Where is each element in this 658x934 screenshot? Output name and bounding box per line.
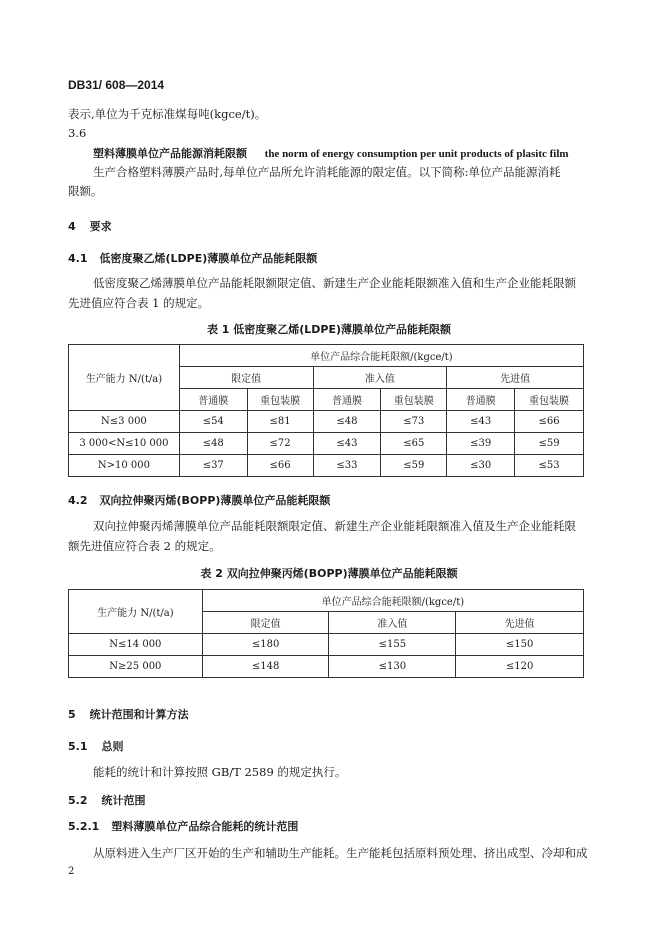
table-1-value-cell: ≤43 bbox=[313, 433, 381, 455]
section-5-2-1-number: 5.2.1 bbox=[68, 820, 100, 833]
table-2-access-header: 准入值 bbox=[329, 612, 456, 634]
section-4-2-number: 4.2 bbox=[68, 494, 88, 507]
intro-line: 表示,单位为千克标准煤每吨(kgce/t)。 bbox=[68, 107, 267, 121]
section-5-title: 统计范围和计算方法 bbox=[89, 708, 189, 721]
section-4-2-title: 双向拉伸聚丙烯(BOPP)薄膜单位产品能耗限额 bbox=[99, 494, 331, 507]
table-1-film-type: 普通膜 bbox=[179, 389, 247, 411]
table-1-film-type: 普通膜 bbox=[447, 389, 515, 411]
table-1-caption: 表 1 低密度聚乙烯(LDPE)薄膜单位产品能耗限额 bbox=[206, 323, 452, 336]
table-2-limit-header: 限定值 bbox=[202, 612, 329, 634]
table-1-value-cell: ≤66 bbox=[515, 411, 584, 433]
section-5-1-title: 总则 bbox=[101, 740, 124, 753]
table-1-limit-header: 限定值 bbox=[179, 367, 313, 389]
table-1-capacity-cell: N>10 000 bbox=[69, 455, 180, 477]
table-1-advanced-header: 先进值 bbox=[447, 367, 584, 389]
table-1-value-cell: ≤65 bbox=[381, 433, 447, 455]
table-2-value-cell: ≤150 bbox=[456, 634, 584, 656]
section-4-1-heading bbox=[68, 250, 317, 266]
section-5-number: 5 bbox=[68, 708, 76, 721]
table-1-value-cell: ≤48 bbox=[313, 411, 381, 433]
table-1-value-cell: ≤39 bbox=[447, 433, 515, 455]
table-2-advanced-header: 先进值 bbox=[456, 612, 584, 634]
table-1-capacity-header: 生产能力 N/(t/a) bbox=[69, 345, 180, 411]
section-4-1-number: 4.1 bbox=[68, 252, 88, 265]
table-2-value-cell: ≤130 bbox=[329, 656, 456, 678]
section-4-1-para-line-1: 低密度聚乙烯薄膜单位产品能耗限额限定值、新建生产企业能耗限额准入值和生产企业能耗限额 bbox=[93, 276, 576, 290]
section-4-title: 要求 bbox=[89, 220, 112, 233]
section-4-2-para-line-1: 双向拉伸聚丙烯薄膜单位产品能耗限额限定值、新建生产企业能耗限额准入值及生产企业能耗限 bbox=[93, 519, 576, 533]
table-2-value-cell: ≤148 bbox=[202, 656, 329, 678]
term-definition-heading bbox=[93, 145, 569, 161]
table-1-value-cell: ≤30 bbox=[447, 455, 515, 477]
table-2-capacity-cell: N≥25 000 bbox=[69, 656, 203, 678]
section-5-1-heading bbox=[68, 738, 124, 754]
table-2-value-cell: ≤180 bbox=[202, 634, 329, 656]
table-1-film-type: 重包装膜 bbox=[247, 389, 313, 411]
standard-number: DB31/ 608—2014 bbox=[68, 78, 165, 92]
section-5-1-number: 5.1 bbox=[68, 740, 88, 753]
table-1-value-cell: ≤59 bbox=[515, 433, 584, 455]
table-1-capacity-cell: 3 000<N≤10 000 bbox=[69, 433, 180, 455]
section-5-2-number: 5.2 bbox=[68, 794, 88, 807]
table-1-value-cell: ≤43 bbox=[447, 411, 515, 433]
table-row bbox=[69, 634, 584, 656]
term-chinese: 塑料薄膜单位产品能源消耗限额 bbox=[93, 147, 247, 160]
definition-line-1: 生产合格塑料薄膜产品时,每单位产品所允许消耗能源的限定值。以下简称:单位产品能源消耗 bbox=[93, 165, 561, 179]
table-1-value-cell: ≤66 bbox=[247, 455, 313, 477]
table-1-film-type: 重包装膜 bbox=[381, 389, 447, 411]
table-2-group-header: 单位产品综合能耗限额/(kgce/t) bbox=[202, 590, 583, 612]
table-1-value-cell: ≤37 bbox=[179, 455, 247, 477]
table-1-capacity-cell: N≤3 000 bbox=[69, 411, 180, 433]
table-1-value-cell: ≤73 bbox=[381, 411, 447, 433]
table-1-value-cell: ≤81 bbox=[247, 411, 313, 433]
page-number: 2 bbox=[68, 866, 75, 877]
table-1-access-header: 准入值 bbox=[313, 367, 447, 389]
section-4-1-para-line-2: 先进值应符合表 1 的规定。 bbox=[68, 296, 210, 310]
table-1-value-cell: ≤33 bbox=[313, 455, 381, 477]
section-4-heading bbox=[68, 218, 112, 234]
table-1 bbox=[68, 344, 584, 477]
table-2-capacity-cell: N≤14 000 bbox=[69, 634, 203, 656]
section-number-3-6: 3.6 bbox=[68, 126, 87, 140]
table-1-film-type: 普通膜 bbox=[313, 389, 381, 411]
section-5-heading bbox=[68, 706, 189, 722]
section-4-number: 4 bbox=[68, 220, 76, 233]
section-5-1-para: 能耗的统计和计算按照 GB/T 2589 的规定执行。 bbox=[93, 765, 347, 779]
table-2-caption: 表 2 双向拉伸聚丙烯(BOPP)薄膜单位产品能耗限额 bbox=[200, 567, 458, 580]
section-4-1-title: 低密度聚乙烯(LDPE)薄膜单位产品能耗限额 bbox=[99, 252, 318, 265]
table-1-value-cell: ≤59 bbox=[381, 455, 447, 477]
definition-line-2: 限额。 bbox=[68, 184, 103, 198]
table-1-value-cell: ≤53 bbox=[515, 455, 584, 477]
table-2-capacity-header: 生产能力 N/(t/a) bbox=[69, 590, 203, 634]
section-5-2-1-heading bbox=[68, 818, 298, 834]
term-english: the norm of energy consumption per unit products of plasitc film bbox=[264, 148, 569, 160]
table-1-value-cell: ≤54 bbox=[179, 411, 247, 433]
table-2-value-cell: ≤120 bbox=[456, 656, 584, 678]
table-row bbox=[69, 455, 584, 477]
section-4-2-heading bbox=[68, 492, 330, 508]
table-1-film-type: 重包装膜 bbox=[515, 389, 584, 411]
table-1-value-cell: ≤48 bbox=[179, 433, 247, 455]
table-2 bbox=[68, 589, 584, 678]
section-5-2-1-para: 从原料进入生产厂区开始的生产和辅助生产能耗。生产能耗包括原料预处理、挤出成型、冷却和成 bbox=[93, 846, 588, 860]
table-row bbox=[69, 433, 584, 455]
table-2-value-cell: ≤155 bbox=[329, 634, 456, 656]
table-row bbox=[69, 656, 584, 678]
section-4-2-para-line-2: 额先进值应符合表 2 的规定。 bbox=[68, 539, 221, 553]
table-1-group-header: 单位产品综合能耗限额/(kgce/t) bbox=[179, 345, 583, 367]
section-5-2-title: 统计范围 bbox=[101, 794, 146, 807]
table-1-value-cell: ≤72 bbox=[247, 433, 313, 455]
section-5-2-1-title: 塑料薄膜单位产品综合能耗的统计范围 bbox=[111, 820, 299, 833]
section-5-2-heading bbox=[68, 792, 146, 808]
table-row bbox=[69, 411, 584, 433]
